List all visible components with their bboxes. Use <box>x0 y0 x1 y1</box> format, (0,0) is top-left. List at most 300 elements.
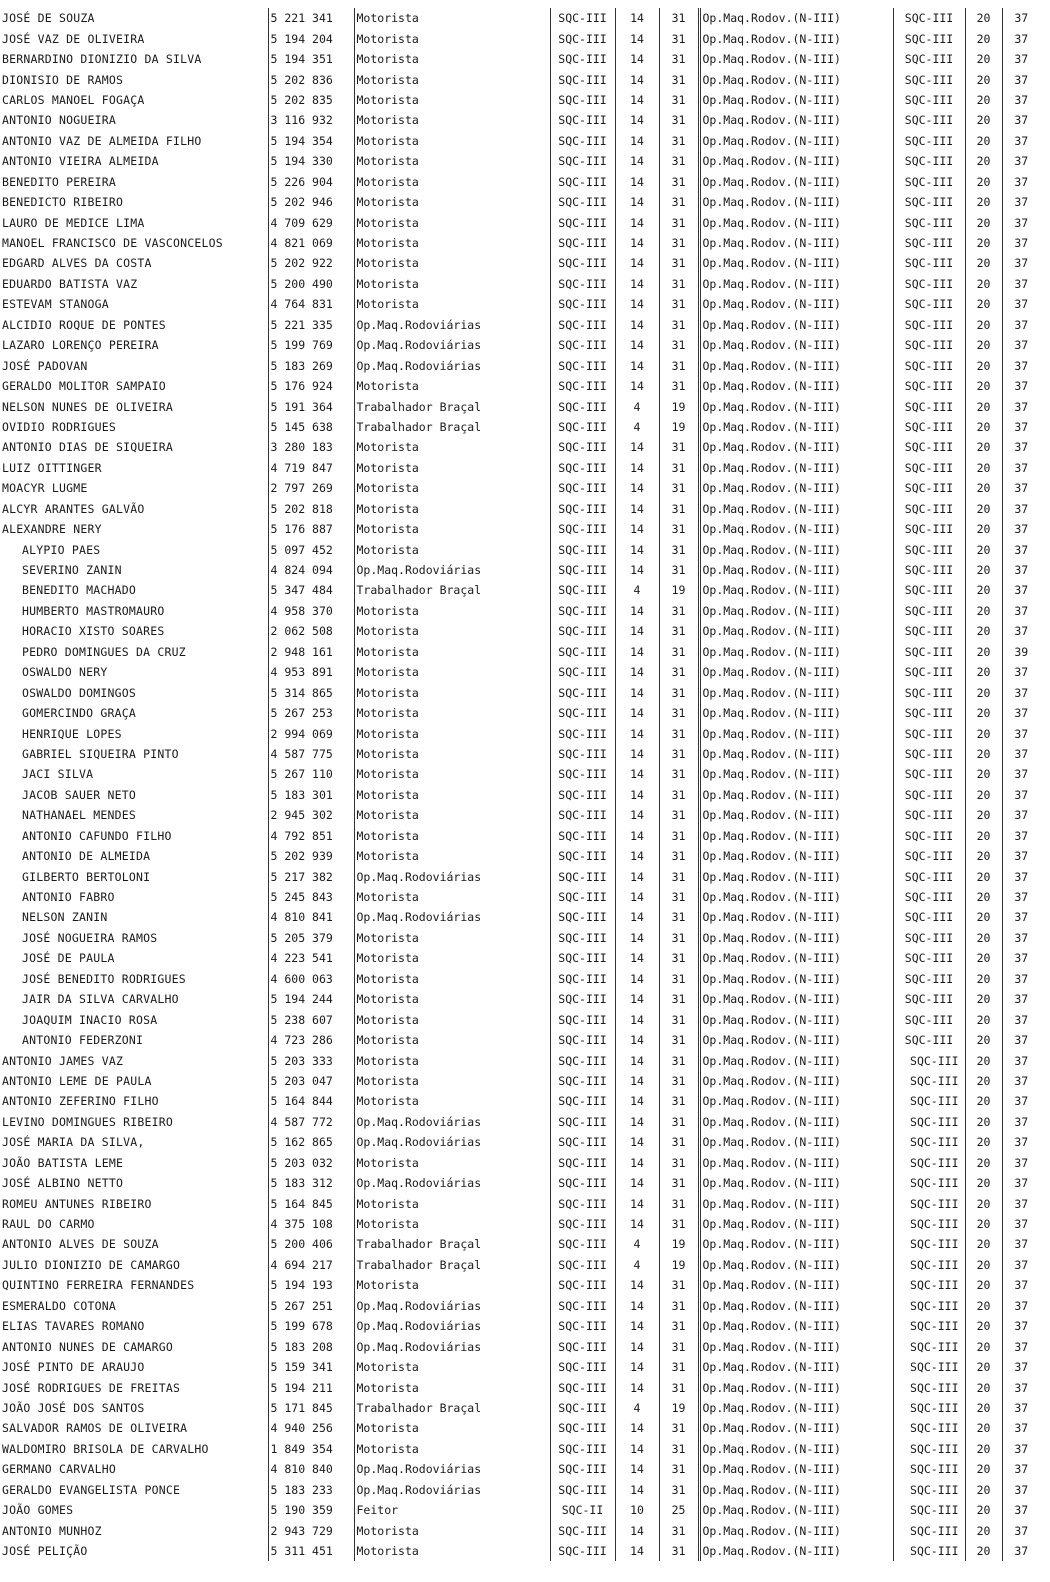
current-class: SQC-III <box>550 601 615 621</box>
current-role: Trabalhador Braçal <box>354 1234 550 1254</box>
new-role: Op.Maq.Rodov.(N-III) <box>699 969 893 989</box>
new-class: SQC-III <box>893 1520 965 1540</box>
current-class: SQC-II <box>550 1500 615 1520</box>
new-class: SQC-III <box>893 744 965 764</box>
registration-number: 5 199 769 <box>268 335 354 355</box>
new-role: Op.Maq.Rodov.(N-III) <box>699 1132 893 1152</box>
current-role: Motorista <box>354 1418 550 1438</box>
table-row <box>0 151 1040 171</box>
table-row <box>0 1480 1040 1500</box>
current-role: Motorista <box>354 887 550 907</box>
new-reference: 20 <box>965 805 1002 825</box>
new-class: SQC-III <box>893 887 965 907</box>
new-level: 37 <box>1002 1173 1040 1193</box>
new-role: Op.Maq.Rodov.(N-III) <box>699 1071 893 1091</box>
current-class: SQC-III <box>550 151 615 171</box>
current-class: SQC-III <box>550 335 615 355</box>
new-level: 37 <box>1002 335 1040 355</box>
current-level: 31 <box>659 682 699 702</box>
employee-name: JOSÉ RODRIGUES DE FREITAS <box>2 1380 181 1395</box>
current-level: 31 <box>659 294 699 314</box>
current-reference: 14 <box>615 172 659 192</box>
current-reference: 14 <box>615 437 659 457</box>
employee-name: EDGARD ALVES DA COSTA <box>2 256 152 271</box>
new-class: SQC-III <box>893 989 965 1009</box>
current-level: 31 <box>659 69 699 89</box>
employee-name: CARLOS MANOEL FOGAÇA <box>2 92 145 107</box>
employee-name: LEVINO DOMINGUES RIBEIRO <box>2 1114 173 1129</box>
current-reference: 14 <box>615 519 659 539</box>
new-role: Op.Maq.Rodov.(N-III) <box>699 8 893 28</box>
current-role: Op.Maq.Rodoviárias <box>354 335 550 355</box>
current-role: Op.Maq.Rodoviárias <box>354 1459 550 1479</box>
registration-number: 2 948 161 <box>268 642 354 662</box>
current-level: 19 <box>659 1234 699 1254</box>
current-reference: 14 <box>615 1296 659 1316</box>
registration-number: 5 202 939 <box>268 846 354 866</box>
employee-name: NATHANAEL MENDES <box>22 808 136 823</box>
employee-name: OSWALDO DOMINGOS <box>22 685 136 700</box>
current-class: SQC-III <box>550 1009 615 1029</box>
new-class: SQC-III <box>893 703 965 723</box>
registration-number: 2 797 269 <box>268 478 354 498</box>
current-level: 31 <box>659 90 699 110</box>
new-class: SQC-III <box>893 539 965 559</box>
new-role: Op.Maq.Rodov.(N-III) <box>699 1541 893 1561</box>
new-reference: 20 <box>965 907 1002 927</box>
new-role: Op.Maq.Rodov.(N-III) <box>699 1316 893 1336</box>
new-role: Op.Maq.Rodov.(N-III) <box>699 437 893 457</box>
registration-number: 5 202 946 <box>268 192 354 212</box>
new-role: Op.Maq.Rodov.(N-III) <box>699 315 893 335</box>
current-role: Trabalhador Braçal <box>354 396 550 416</box>
new-level: 37 <box>1002 1316 1040 1336</box>
current-class: SQC-III <box>550 907 615 927</box>
current-class: SQC-III <box>550 580 615 600</box>
new-role: Op.Maq.Rodov.(N-III) <box>699 1091 893 1111</box>
table-row <box>0 989 1040 1009</box>
current-role: Motorista <box>354 1071 550 1091</box>
current-role: Op.Maq.Rodoviárias <box>354 1480 550 1500</box>
current-reference: 4 <box>615 1234 659 1254</box>
registration-number: 1 849 354 <box>268 1439 354 1459</box>
new-class: SQC-III <box>893 1541 965 1561</box>
table-row <box>0 948 1040 968</box>
new-level: 37 <box>1002 417 1040 437</box>
current-role: Motorista <box>354 90 550 110</box>
new-role: Op.Maq.Rodov.(N-III) <box>699 28 893 48</box>
current-role: Motorista <box>354 131 550 151</box>
new-reference: 20 <box>965 1234 1002 1254</box>
registration-number: 5 183 208 <box>268 1336 354 1356</box>
current-level: 31 <box>659 928 699 948</box>
new-reference: 20 <box>965 253 1002 273</box>
table-row <box>0 315 1040 335</box>
current-reference: 14 <box>615 1275 659 1295</box>
new-role: Op.Maq.Rodov.(N-III) <box>699 907 893 927</box>
new-level: 37 <box>1002 1357 1040 1377</box>
current-reference: 14 <box>615 1071 659 1091</box>
current-reference: 14 <box>615 69 659 89</box>
new-level: 37 <box>1002 131 1040 151</box>
current-role: Op.Maq.Rodoviárias <box>354 866 550 886</box>
employee-name: ANTONIO JAMES VAZ <box>2 1053 124 1068</box>
current-role: Motorista <box>354 805 550 825</box>
current-level: 31 <box>659 1153 699 1173</box>
new-class: SQC-III <box>893 1173 965 1193</box>
table-row <box>0 192 1040 212</box>
current-level: 31 <box>659 744 699 764</box>
new-level: 37 <box>1002 192 1040 212</box>
current-role: Motorista <box>354 969 550 989</box>
current-class: SQC-III <box>550 172 615 192</box>
current-reference: 14 <box>615 499 659 519</box>
table-row <box>0 355 1040 375</box>
current-level: 31 <box>659 1316 699 1336</box>
new-reference: 20 <box>965 8 1002 28</box>
employee-name: BENEDITO PEREIRA <box>2 174 116 189</box>
current-class: SQC-III <box>550 1439 615 1459</box>
current-level: 31 <box>659 1009 699 1029</box>
current-level: 31 <box>659 1112 699 1132</box>
new-reference: 20 <box>965 1050 1002 1070</box>
current-level: 31 <box>659 846 699 866</box>
new-level: 37 <box>1002 785 1040 805</box>
current-class: SQC-III <box>550 1520 615 1540</box>
new-role: Op.Maq.Rodov.(N-III) <box>699 376 893 396</box>
new-role: Op.Maq.Rodov.(N-III) <box>699 785 893 805</box>
new-reference: 20 <box>965 274 1002 294</box>
new-role: Op.Maq.Rodov.(N-III) <box>699 866 893 886</box>
current-reference: 14 <box>615 1153 659 1173</box>
table-row <box>0 28 1040 48</box>
new-level: 37 <box>1002 49 1040 69</box>
new-level: 37 <box>1002 928 1040 948</box>
new-reference: 20 <box>965 376 1002 396</box>
new-level: 37 <box>1002 233 1040 253</box>
new-class: SQC-III <box>893 1316 965 1336</box>
registration-number: 4 958 370 <box>268 601 354 621</box>
new-reference: 20 <box>965 866 1002 886</box>
current-role: Motorista <box>354 8 550 28</box>
new-reference: 20 <box>965 1214 1002 1234</box>
current-role: Motorista <box>354 662 550 682</box>
new-level: 37 <box>1002 1398 1040 1418</box>
current-reference: 14 <box>615 703 659 723</box>
current-role: Op.Maq.Rodoviárias <box>354 1336 550 1356</box>
new-role: Op.Maq.Rodov.(N-III) <box>699 948 893 968</box>
employee-name: ALEXANDRE NERY <box>2 522 102 537</box>
current-role: Op.Maq.Rodoviárias <box>354 907 550 927</box>
new-role: Op.Maq.Rodov.(N-III) <box>699 151 893 171</box>
current-level: 31 <box>659 948 699 968</box>
current-level: 31 <box>659 621 699 641</box>
new-role: Op.Maq.Rodov.(N-III) <box>699 928 893 948</box>
table-row <box>0 1173 1040 1193</box>
new-role: Op.Maq.Rodov.(N-III) <box>699 274 893 294</box>
current-class: SQC-III <box>550 1480 615 1500</box>
current-level: 31 <box>659 662 699 682</box>
new-level: 37 <box>1002 274 1040 294</box>
employee-name: ESTEVAM STANOGA <box>2 297 109 312</box>
new-reference: 20 <box>965 642 1002 662</box>
new-role: Op.Maq.Rodov.(N-III) <box>699 90 893 110</box>
current-role: Motorista <box>354 28 550 48</box>
new-role: Op.Maq.Rodov.(N-III) <box>699 1377 893 1397</box>
new-level: 37 <box>1002 866 1040 886</box>
new-class: SQC-III <box>893 172 965 192</box>
new-reference: 20 <box>965 1193 1002 1213</box>
current-role: Motorista <box>354 1214 550 1234</box>
current-level: 31 <box>659 151 699 171</box>
employee-name: JOSÉ DE SOUZA <box>2 11 95 26</box>
current-class: SQC-III <box>550 519 615 539</box>
new-reference: 20 <box>965 1030 1002 1050</box>
new-level: 37 <box>1002 621 1040 641</box>
employee-name: ANTONIO ZEFERINO FILHO <box>2 1094 159 1109</box>
new-reference: 20 <box>965 1316 1002 1336</box>
new-reference: 20 <box>965 887 1002 907</box>
current-level: 31 <box>659 969 699 989</box>
new-level: 37 <box>1002 703 1040 723</box>
new-reference: 20 <box>965 396 1002 416</box>
new-level: 37 <box>1002 172 1040 192</box>
new-level: 37 <box>1002 212 1040 232</box>
registration-number: 5 183 312 <box>268 1173 354 1193</box>
table-row <box>0 1050 1040 1070</box>
current-level: 31 <box>659 458 699 478</box>
new-reference: 20 <box>965 969 1002 989</box>
current-level: 31 <box>659 560 699 580</box>
new-role: Op.Maq.Rodov.(N-III) <box>699 233 893 253</box>
new-role: Op.Maq.Rodov.(N-III) <box>699 1030 893 1050</box>
new-class: SQC-III <box>893 212 965 232</box>
current-role: Op.Maq.Rodoviárias <box>354 1132 550 1152</box>
current-level: 31 <box>659 866 699 886</box>
current-class: SQC-III <box>550 253 615 273</box>
current-role: Motorista <box>354 989 550 1009</box>
current-class: SQC-III <box>550 621 615 641</box>
current-role: Motorista <box>354 253 550 273</box>
current-role: Op.Maq.Rodoviárias <box>354 315 550 335</box>
current-level: 31 <box>659 499 699 519</box>
new-class: SQC-III <box>893 580 965 600</box>
new-role: Op.Maq.Rodov.(N-III) <box>699 1500 893 1520</box>
new-class: SQC-III <box>893 907 965 927</box>
registration-number: 4 723 286 <box>268 1030 354 1050</box>
new-class: SQC-III <box>893 1296 965 1316</box>
current-class: SQC-III <box>550 49 615 69</box>
new-reference: 20 <box>965 601 1002 621</box>
new-reference: 20 <box>965 723 1002 743</box>
current-class: SQC-III <box>550 703 615 723</box>
new-class: SQC-III <box>893 1112 965 1132</box>
current-level: 31 <box>659 1520 699 1540</box>
new-class: SQC-III <box>893 805 965 825</box>
current-role: Motorista <box>354 928 550 948</box>
new-level: 37 <box>1002 1214 1040 1234</box>
new-reference: 20 <box>965 744 1002 764</box>
current-reference: 4 <box>615 1255 659 1275</box>
employee-name: JOSÉ NOGUEIRA RAMOS <box>22 930 158 945</box>
current-level: 31 <box>659 519 699 539</box>
registration-number: 5 311 451 <box>268 1541 354 1561</box>
current-reference: 14 <box>615 969 659 989</box>
registration-number: 4 587 772 <box>268 1112 354 1132</box>
employee-name: BENEDICTO RIBEIRO <box>2 195 124 210</box>
table-row <box>0 212 1040 232</box>
table-row <box>0 723 1040 743</box>
registration-number: 5 245 843 <box>268 887 354 907</box>
employee-name: ANTONIO LEME DE PAULA <box>2 1073 152 1088</box>
employee-name: JULIO DIONIZIO DE CAMARGO <box>2 1257 181 1272</box>
table-row <box>0 1500 1040 1520</box>
current-level: 31 <box>659 1275 699 1295</box>
employee-name: JOÃO JOSÉ DOS SANTOS <box>2 1400 145 1415</box>
current-role: Motorista <box>354 785 550 805</box>
current-class: SQC-III <box>550 28 615 48</box>
current-class: SQC-III <box>550 662 615 682</box>
table-row <box>0 1255 1040 1275</box>
employee-name: PEDRO DOMINGUES DA CRUZ <box>22 644 186 659</box>
new-level: 37 <box>1002 969 1040 989</box>
employee-name: ANTONIO VAZ DE ALMEIDA FILHO <box>2 133 202 148</box>
table-row <box>0 396 1040 416</box>
employee-roster-document <box>0 8 1050 1561</box>
new-class: SQC-III <box>893 355 965 375</box>
current-class: SQC-III <box>550 396 615 416</box>
new-reference: 20 <box>965 785 1002 805</box>
current-level: 31 <box>659 642 699 662</box>
registration-number: 5 194 354 <box>268 131 354 151</box>
new-role: Op.Maq.Rodov.(N-III) <box>699 1009 893 1029</box>
current-level: 31 <box>659 1091 699 1111</box>
table-row <box>0 785 1040 805</box>
new-class: SQC-III <box>893 662 965 682</box>
current-level: 31 <box>659 49 699 69</box>
current-reference: 14 <box>615 948 659 968</box>
registration-number: 5 194 204 <box>268 28 354 48</box>
current-reference: 14 <box>615 90 659 110</box>
current-class: SQC-III <box>550 131 615 151</box>
current-level: 31 <box>659 1071 699 1091</box>
table-row <box>0 805 1040 825</box>
new-reference: 20 <box>965 417 1002 437</box>
current-reference: 14 <box>615 1418 659 1438</box>
current-class: SQC-III <box>550 1316 615 1336</box>
registration-number: 5 267 253 <box>268 703 354 723</box>
registration-number: 5 176 924 <box>268 376 354 396</box>
new-level: 37 <box>1002 1234 1040 1254</box>
current-role: Motorista <box>354 703 550 723</box>
new-reference: 20 <box>965 1377 1002 1397</box>
new-class: SQC-III <box>893 785 965 805</box>
new-level: 37 <box>1002 826 1040 846</box>
table-row <box>0 703 1040 723</box>
current-reference: 4 <box>615 1398 659 1418</box>
new-level: 37 <box>1002 458 1040 478</box>
new-level: 37 <box>1002 560 1040 580</box>
employee-name: JOSÉ PADOVAN <box>2 358 88 373</box>
current-class: SQC-III <box>550 437 615 457</box>
new-level: 37 <box>1002 1500 1040 1520</box>
new-class: SQC-III <box>893 948 965 968</box>
new-role: Op.Maq.Rodov.(N-III) <box>699 560 893 580</box>
current-level: 31 <box>659 315 699 335</box>
new-class: SQC-III <box>893 1459 965 1479</box>
current-role: Motorista <box>354 1357 550 1377</box>
current-reference: 14 <box>615 785 659 805</box>
new-level: 37 <box>1002 110 1040 130</box>
table-row <box>0 764 1040 784</box>
employee-name: ROMEU ANTUNES RIBEIRO <box>2 1196 152 1211</box>
current-class: SQC-III <box>550 1193 615 1213</box>
employee-name: JACOB SAUER NETO <box>22 787 136 802</box>
new-level: 37 <box>1002 764 1040 784</box>
current-reference: 14 <box>615 1030 659 1050</box>
current-level: 19 <box>659 1398 699 1418</box>
new-reference: 20 <box>965 315 1002 335</box>
current-level: 31 <box>659 478 699 498</box>
current-level: 31 <box>659 1418 699 1438</box>
current-level: 31 <box>659 1357 699 1377</box>
current-class: SQC-III <box>550 1030 615 1050</box>
new-reference: 20 <box>965 478 1002 498</box>
new-level: 37 <box>1002 907 1040 927</box>
employee-name: JOSÉ DE PAULA <box>22 951 115 966</box>
new-role: Op.Maq.Rodov.(N-III) <box>699 601 893 621</box>
current-level: 31 <box>659 376 699 396</box>
current-level: 31 <box>659 785 699 805</box>
new-role: Op.Maq.Rodov.(N-III) <box>699 703 893 723</box>
current-reference: 14 <box>615 1357 659 1377</box>
new-class: SQC-III <box>893 335 965 355</box>
new-role: Op.Maq.Rodov.(N-III) <box>699 1439 893 1459</box>
current-level: 31 <box>659 172 699 192</box>
new-reference: 20 <box>965 49 1002 69</box>
table-row <box>0 846 1040 866</box>
current-reference: 14 <box>615 253 659 273</box>
new-role: Op.Maq.Rodov.(N-III) <box>699 846 893 866</box>
employee-name: JOAQUIM INACIO ROSA <box>22 1012 158 1027</box>
current-role: Motorista <box>354 458 550 478</box>
table-row <box>0 1296 1040 1316</box>
new-role: Op.Maq.Rodov.(N-III) <box>699 1050 893 1070</box>
registration-number: 5 226 904 <box>268 172 354 192</box>
new-class: SQC-III <box>893 233 965 253</box>
current-level: 31 <box>659 764 699 784</box>
new-reference: 20 <box>965 1132 1002 1152</box>
current-class: SQC-III <box>550 682 615 702</box>
current-class: SQC-III <box>550 744 615 764</box>
current-role: Motorista <box>354 212 550 232</box>
current-role: Motorista <box>354 499 550 519</box>
current-level: 31 <box>659 1480 699 1500</box>
table-row <box>0 1132 1040 1152</box>
new-role: Op.Maq.Rodov.(N-III) <box>699 417 893 437</box>
new-reference: 20 <box>965 1459 1002 1479</box>
new-role: Op.Maq.Rodov.(N-III) <box>699 131 893 151</box>
registration-number: 5 190 359 <box>268 1500 354 1520</box>
current-level: 31 <box>659 723 699 743</box>
table-row <box>0 887 1040 907</box>
new-level: 37 <box>1002 887 1040 907</box>
registration-number: 5 164 845 <box>268 1193 354 1213</box>
current-role: Motorista <box>354 172 550 192</box>
table-row <box>0 1418 1040 1438</box>
current-level: 31 <box>659 1459 699 1479</box>
current-reference: 14 <box>615 1336 659 1356</box>
